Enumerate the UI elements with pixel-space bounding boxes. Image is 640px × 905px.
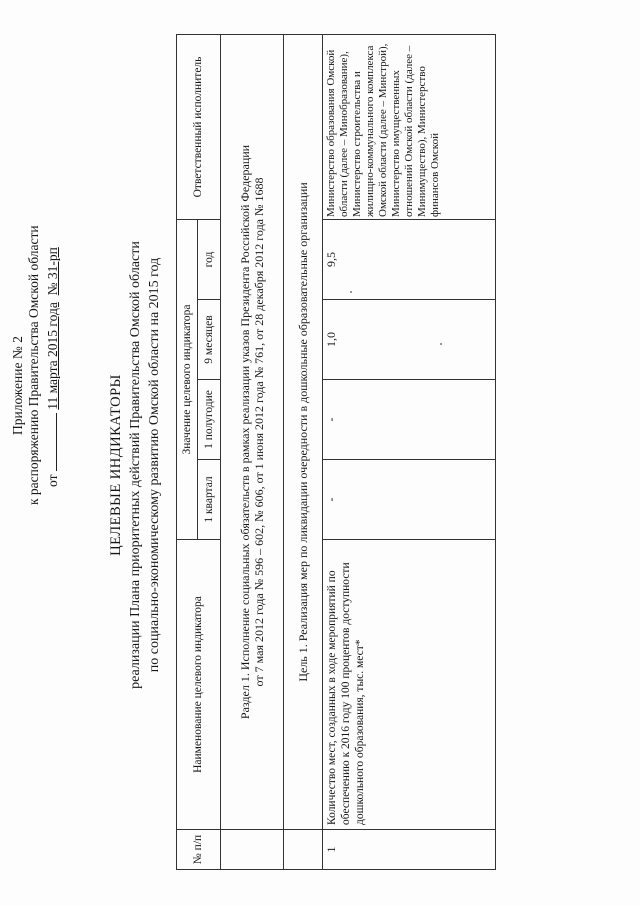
appendix-date-line bbox=[45, 247, 61, 487]
table-row bbox=[323, 34, 496, 869]
row-value-q1: - bbox=[323, 460, 496, 540]
section-title-line-2: от 7 мая 2012 года № 596 – 602, № 606, от 1 июня 2012 года № 761, от 28 декабря 2012 года № 1688 bbox=[252, 177, 266, 687]
blank-line bbox=[45, 413, 57, 471]
col-header-indicator-name: Наименование целевого индикатора bbox=[177, 540, 221, 830]
document-subtitle-line-1: реализации Плана приоритетных действий Правительства Омской области bbox=[128, 241, 143, 689]
col-header-9-months: 9 месяцев bbox=[198, 300, 221, 380]
appendix-number: Приложение № 2 bbox=[10, 336, 25, 435]
col-header-responsible: Ответственный исполнитель bbox=[177, 34, 221, 219]
goal-row bbox=[284, 34, 323, 869]
goal-number-cell bbox=[284, 830, 323, 870]
row-value-9-months: 1,0 bbox=[323, 300, 496, 380]
table-header-row bbox=[177, 34, 198, 869]
row-responsible: Министерство образования Омской области (далее – Минобразование), Министерство строительства и жилищно-коммунального комплекса Омской области (далее – Минстрой), Министерство имущественных отношений Омской области (далее – Минимущество), Министерство финансов Омской bbox=[323, 34, 496, 219]
indicators-table bbox=[176, 34, 496, 870]
date-prefix: от bbox=[45, 474, 60, 487]
row-number: 1 bbox=[323, 830, 496, 870]
row-value-half-year: - bbox=[323, 380, 496, 460]
section-number-cell bbox=[221, 830, 284, 870]
col-header-number: № п/п bbox=[177, 830, 221, 870]
col-header-q1: 1 квартал bbox=[198, 460, 221, 540]
document-subtitle-line-2: по социально-экономическому развитию Омской области на 2015 год bbox=[147, 257, 162, 673]
goal-title: Цель 1. Реализация мер по ликвидации очередности в дошкольные образовательные организации bbox=[284, 34, 323, 829]
scan-speck bbox=[440, 343, 442, 345]
appendix-order-line: к распоряжению Правительства Омской области bbox=[26, 225, 41, 505]
col-header-year: год bbox=[198, 219, 221, 299]
section-title bbox=[221, 34, 284, 829]
section-row bbox=[221, 34, 284, 869]
row-value-year: 9,5 bbox=[323, 219, 496, 299]
date-value: 11 марта 2015 года bbox=[45, 302, 60, 410]
row-indicator-name: Количество мест, созданных в ходе мероприятий по обеспечению к 2016 году 100 процентов доступности дошкольного образования, тыс. мест* bbox=[323, 540, 496, 830]
scan-speck bbox=[350, 291, 352, 293]
order-number: № 31-рп bbox=[45, 247, 60, 296]
section-title-line-1: Раздел 1. Исполнение социальных обязательств в рамках реализации указов Президента Российской Федерации bbox=[238, 144, 252, 720]
document-title: ЦЕЛЕВЫЕ ИНДИКАТОРЫ bbox=[108, 374, 124, 556]
col-header-indicator-value: Значение целевого индикатора bbox=[177, 219, 198, 539]
col-header-half-year: 1 полугодие bbox=[198, 380, 221, 460]
